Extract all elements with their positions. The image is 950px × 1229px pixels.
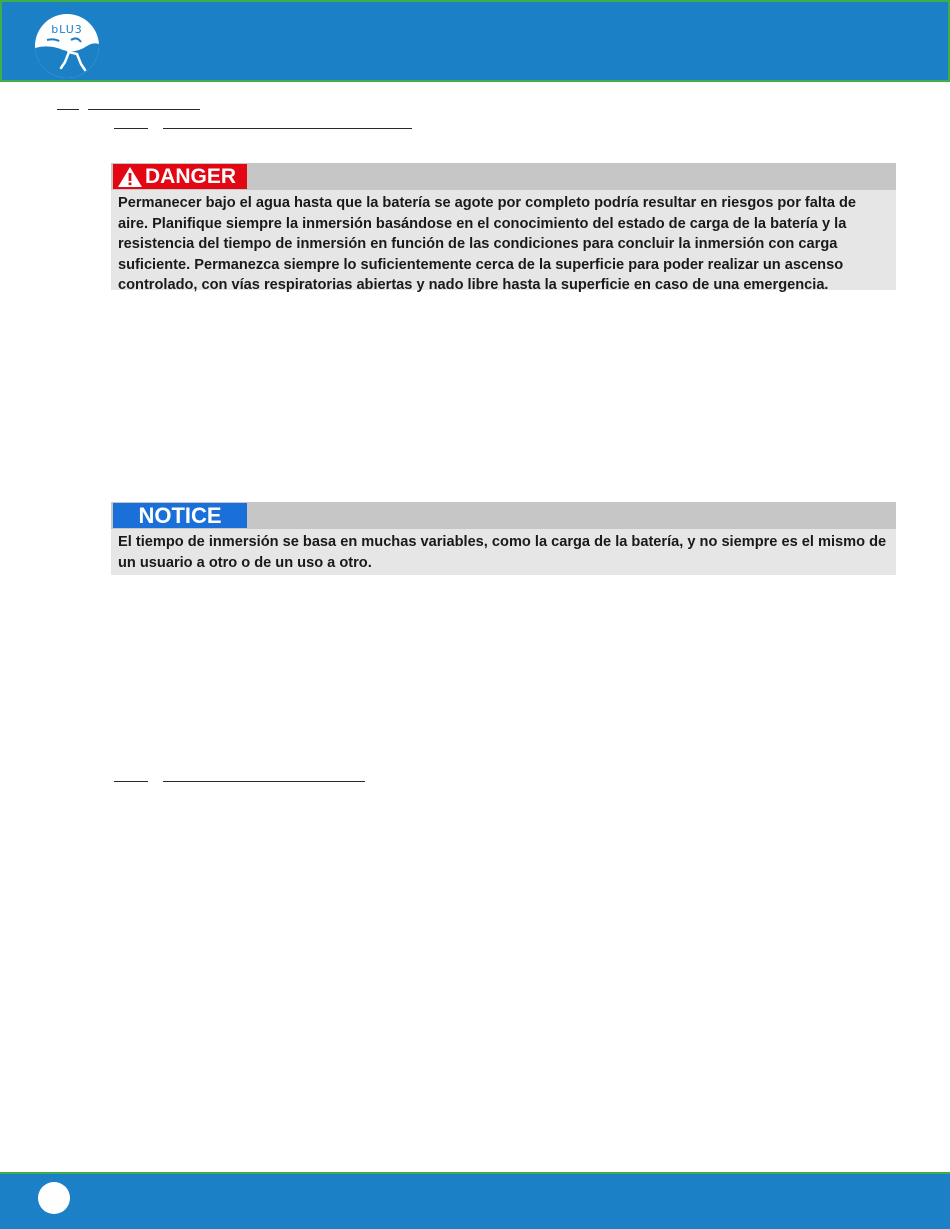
notice-callout [111,502,896,575]
danger-label-text: DANGER [145,164,237,188]
page-header [0,0,950,82]
page-number-badge [38,1182,70,1214]
notice-label-box [113,503,247,528]
subsection-title-rule-2 [163,781,365,782]
danger-label-box [113,164,247,189]
subsection-title-rule [163,128,412,129]
danger-header-bar [111,163,896,190]
notice-header-bar [111,502,896,529]
logo-text: bLU3 [51,23,83,36]
subsection-number-rule [114,128,148,129]
warning-triangle-icon [117,166,143,188]
danger-callout [111,163,896,294]
page-footer [0,1172,950,1229]
danger-text: Permanecer bajo el agua hasta que la batería se agote por completo podría resultar en riesgos por falta de aire. Planifique siempre la inmersión basándose en el conocimiento del estado de carga de la batería y la resistencia del tiempo de inmersión en función de las condiciones para concluir la inmersión con carga suficiente. Permanezca siempre lo suficientemente cerca de la superficie para poder realizar un ascenso controlado, con vías respiratorias abiertas y nado libre hasta la superficie en caso de una emergencia. [118,195,857,294]
blu3-logo [35,14,99,78]
notice-label-text: NOTICE [138,502,222,528]
notice-text: El tiempo de inmersión se basa en muchas variables, como la carga de la batería, y no siempre es el mismo de un usuario a otro o de un uso a otro. [118,534,887,571]
subsection-number-rule-2 [114,781,148,782]
section-title-rule [88,109,200,110]
section-number-rule [57,109,79,110]
